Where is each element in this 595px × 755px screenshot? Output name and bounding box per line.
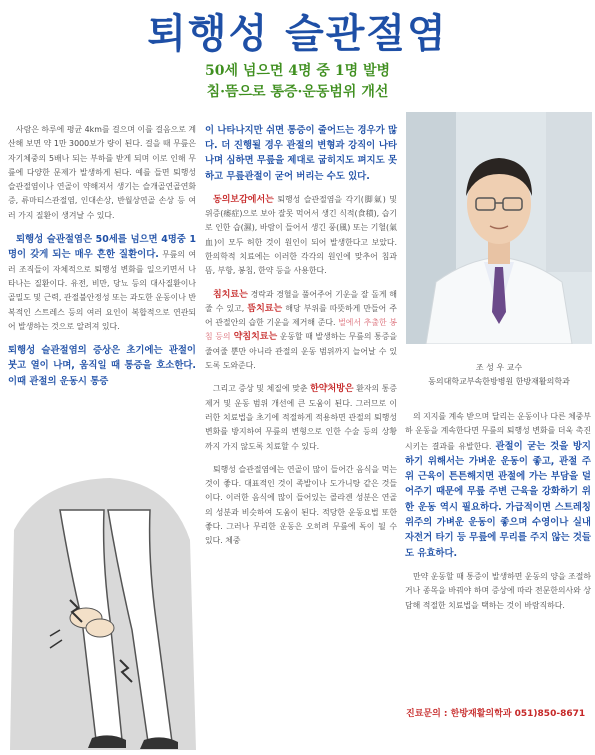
subtitle-2: 침·뜸으로 통증·운동범위 개선 <box>206 84 389 100</box>
col2-paragraph-herbal <box>205 382 397 453</box>
col2-paragraph-diet: 퇴행성 슬관절염에는 연골이 많이 들어간 음식을 먹는 것이 좋다. 대표적인 것이 족발이나 도가니탕 같은 것들이다. 이러한 음식에 많이 들어있는 콜라겐 성분은 연골의 성분과 비슷하여 도움이 된다. 적당한 운동요법 또한 좋다. 그러나 무리한 운동은 오히려 무릎에 독이 될 수 있다. 체중 <box>205 464 397 546</box>
herbal-text: 환자의 통증 제거 및 운동 범위 개선에 큰 도움이 된다. 그러므로 이러한 치료법을 초기에 적절하게 적용하면 관절의 퇴행성 변화를 방지하여 무릎의 변형으로 인한 수술 등의 상황까지 가지 않도록 치료할 수 있다. <box>205 384 397 451</box>
col3-highlight: 관절이 굳는 것을 방지하기 위해서는 가벼운 운동이 좋고, 관절 주위 근육이 튼튼해지면 관절에 가는 부담을 덜어주기 때문에 무릎 주변 근육을 강화하기 위한 운동 역시 필요하다. 가급적이면 스트레칭 위주의 가벼운 운동이 좋으며 수영이나 실내자전거 타기 등 무릎에 무리를 주지 않는 것들도 유효하다. <box>405 440 591 559</box>
column-2 <box>205 123 397 549</box>
doctor-photo <box>406 112 592 344</box>
contact-info <box>406 706 592 719</box>
pharmacopuncture-label: 약침치료는 <box>230 332 278 343</box>
pharmacopuncture-text: 운동할 때 발생하는 무릎의 통증을 줄여줄 뿐만 아니라 관절의 운동 범위까지 늘어날 수 있도록 도와준다. <box>205 332 397 371</box>
knee-pain-illustration <box>0 470 200 750</box>
contact-value: 한방재활의학과 051)850-8671 <box>450 709 586 719</box>
col1-paragraph-2 <box>8 232 196 334</box>
col3-paragraph-2: 만약 운동할 때 통증이 발생하면 운동의 양을 조절하거나 종목을 바꿔야 하며 증상에 따라 전문한의사와 상담해 적절한 치료법을 택하는 것이 바람직하다. <box>405 571 591 610</box>
col1-highlight-1: 퇴행성 슬관절염은 50세를 넘으면 4명중 1명이 갖게 되는 매우 흔한 질환이다. <box>8 234 196 261</box>
col2-paragraph-treatments <box>205 288 397 374</box>
col2-paragraph-2-text: 퇴행성 슬관절염을 각기(脚氣) 및 위증(痿症)으로 보아 잘못 먹어서 생긴 식적(食積), 습기로 인한 습(濕), 바람이 들어서 생긴 풍(風) 또는 기혈(氣血)이 모두 허한 것이 원인이 되어 발생한다고 보았다. 한의학적 치료에는 이러한 각각의 원인에 맞추어 침과 뜸, 부항, 봉침, 한약 등을 사용한다. <box>205 194 397 276</box>
contact-label: 진료문의 : <box>406 709 448 719</box>
col1-paragraph-1: 사람은 하루에 평균 4km를 걸으며 이를 걸음으로 계산해 보면 약 1만 3000보가 량이 된다. 걸을 때 무릎은 자기체중의 5배나 되는 부하를 받게 되며 이로 인해 무릎에 다양한 문제가 발생하게 된다. 예를 들면 퇴행성 슬관절염이나 연골이 약해져서 생기는 슬개골연골연화증, 류마티스관절염, 인대손상, 반월상연골 손상 등 여러 가지 질환이 생겨날 수 있다. <box>8 125 196 220</box>
col1-paragraph-2-text: 무릎의 여러 조직들이 자체적으로 퇴행성 변화를 일으키면서 나타나는 질환이다. 유전, 비만, 당뇨 등의 대사질환이나 골밀도 및 근력, 관절불안정성 또는 과도한 운동이나 반복적인 스트레스 등의 여러 요인이 복합적으로 연관되어 발생하는 것으로 알려져 있다. <box>8 250 196 331</box>
subtitle-1: 50세 넘으면 4명 중 1명 발병 <box>204 63 391 79</box>
herbal-label: 한약처방은 <box>310 384 354 395</box>
acupuncture-label: 침치료는 <box>213 289 248 300</box>
herbal-intro: 그리고 증상 및 체질에 맞춘 <box>213 384 311 394</box>
acupuncture-text: 경락과 경혈을 풀어주어 기운을 잘 돌게 해 줄 수 있고, <box>205 289 397 313</box>
col1-highlight-2: 퇴행성 슬관절염의 증상은 초기에는 관절이 붓고 열이 나며, 움직일 때 통증을 호소한다. 이때 관절의 운동시 통증 <box>8 345 196 387</box>
moxibustion-text: 해당 부위를 따뜻하게 만들어 주어 관절안의 습한 기운을 제거해 준다. <box>205 303 397 328</box>
doctor-name: 조 성 우 교수 <box>475 363 523 372</box>
column-1 <box>8 123 196 389</box>
column-3 <box>405 410 591 613</box>
donguibogam-label: 동의보감에서는 <box>213 194 274 205</box>
col2-paragraph-donguibogam <box>205 193 397 279</box>
doctor-affiliation: 동의대학교부속한방병원 한방재활의학과 <box>428 377 570 386</box>
moxibustion-label: 뜸치료는 <box>247 303 283 314</box>
bee-venom-text: 벌에서 추출한 봉침 등의 <box>205 318 397 342</box>
page-title: 퇴행성 슬관절염 <box>147 11 448 57</box>
col3-paragraph-1-text: 의 지지를 계속 받으며 달리는 운동이나 다른 체중부하 운동을 계속한다면 무릎의 퇴행성 변화를 더욱 촉진시키는 결과를 유발한다. <box>405 412 591 451</box>
col3-paragraph-1 <box>405 410 591 561</box>
col2-highlight-1: 이 나타나지만 쉬면 통증이 줄어드는 경우가 많다. 더 진행될 경우 관절의 변형과 강직이 나타나며 심하면 무릎을 제대로 굽히지도 펴지도 못하고 무릎관절이 굳어 버리는 수도 있다. <box>205 125 397 182</box>
